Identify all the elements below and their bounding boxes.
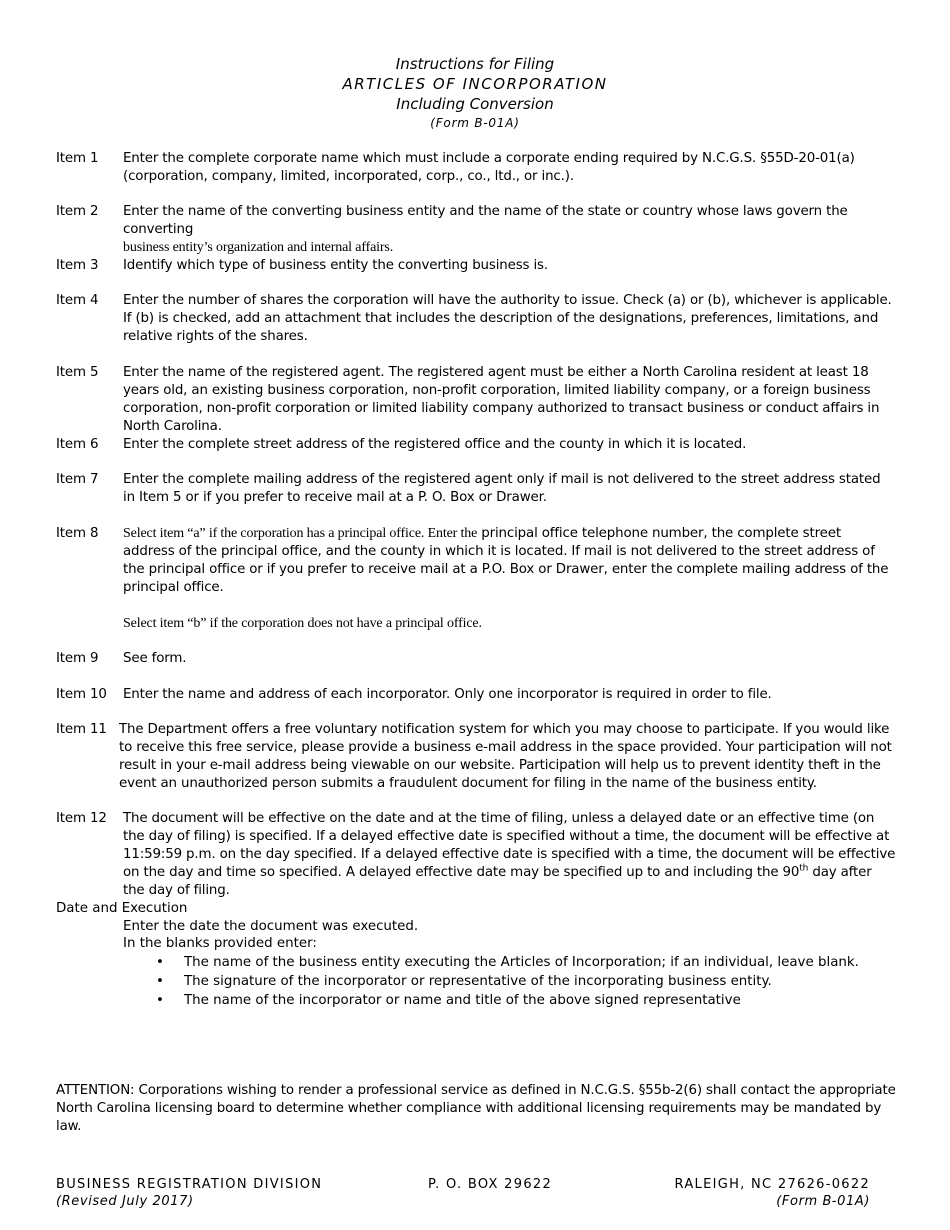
item-5 xyxy=(56,364,896,436)
item-label: Item 4 xyxy=(56,293,99,308)
instructions-page: Instructions for Filing ARTICLES OF INCORPORATION Including Conversion (Form B-01A) Item 1 Enter the complete corporate name which must include a corporate ending required by N.C.G.S. §55D-20-01(a) (corporation, company, limited, incorporated, corp., co., ltd., or inc.). Item 2 Enter the name of the converting business entity and the name of the state or country whose laws govern the converting business entity’s organization and internal affairs. Item 3 Identify which type of business entity the converting business is. Item 4 Enter the number of shares the corporation will have the authority to issue. Check (a) or (b), whichever is applicable. If (b) is checked, add an attachment that includes the description of the designations, preferences, limitations, and relative rights of the shares. Item 5 Enter the name of the registered agent. The registered agent must be either a North Carolina resident at least 18 years old, an existing business corporation, non-profit corporation, limited liability company, or a foreign business corporation, non-profit corporation or limited liability company authorized to transact business or conduct affairs in North Carolina. Item 6 Enter the complete street address of the registered office and the county in which it is located. Item 7 Enter the complete mailing address of the registered agent only if mail is not delivered to the street address stated in Item 5 or if you prefer to receive mail at a P. O. Box or Drawer. Item 8 Select item “a” if the corporation has a principal office. Enter the principal office telephone number, the complete street address of the principal office, and the county in which it is located. If mail is not delivered to the street address of the principal office or if you prefer to receive mail at a P.O. Box or Drawer, enter the complete mailing address of the principal office. Select item “b” if the corporation does not have a principal office. Item 9 See form. Item 10 Enter the name and address of each incorporator. Only one incorporator is required in order to file. Item 11 The Department offers a free voluntary notification system for which you may choose to participate. If you would like to receive this free service, please provide a business e-mail address in the space provided. Your participation will not result in your e-mail address being viewable on our website. Participation will help us to prevent identity theft in the event an unauthorized person submits a fraudulent document for filing in the name of the business entity. Item 12 The document will be effective on the date and at the time of filing, unless a delayed date or an effective time (on the day of filing) is specified. If a delayed effective date is specified without a time, the document will be effective at 11:59:59 p.m. on the day specified. If a delayed effective date is specified with a time, the document will be effective on the day and time so specified. A delayed effective date may be specified up to and including the 90th day after the day of filing. Date and Execution Enter the date the document was executed. In the blanks provided enter: • The name of the business entity executing the Articles of Incorporation; if an individual, leave blank. • The signature of the incorporator or representative of the incorporating business entity. • The name of the incorporator or name and title of the above signed representative ATTENTION: Corporations wishing to render a professional service as defined in N.C.G.S. §55b-2(6) shall contact the appropriate North Carolina licensing board to determine whether compliance with additional licensing requirements may be mandated by law. BUSINESS REGISTRATION DIVISION P. O. BOX 29622 RALEIGH, NC 27626-0622 (Revised July 2017) (Form B-01A) xyxy=(0,0,950,1230)
footer-pobox: P. O. BOX 29622 xyxy=(428,1177,553,1192)
bullet-icon: • xyxy=(156,974,164,989)
header-line-3: Including Conversion xyxy=(396,95,554,113)
item-text-line: Enter the name of the converting business entity and the name of the state or country whose laws govern the converting xyxy=(123,204,848,237)
item-4 xyxy=(56,292,896,346)
footer-city: RALEIGH, NC 27626-0622 xyxy=(674,1177,870,1192)
item-label: Item 3 xyxy=(56,258,99,273)
item-text: The Department offers a free voluntary notification system for which you may choose to participate. If you would like to receive this free service, please provide a business e-mail address in the space provided. Your participation will not result in your e-mail address being viewable on our website. Participation will help us to prevent identity theft in the event an unauthorized person submits a fraudulent document for filing in the name of the business entity. xyxy=(119,722,892,791)
item-label: Item 8 xyxy=(56,526,99,541)
footer-form-number: (Form B-01A) xyxy=(776,1194,870,1209)
item-text-cont: principal office telephone number, the complete street address of the principal office, and the county in which it is located. If mail is not delivered to the street address of the principal office or if you prefer to receive mail at a P.O. Box or Drawer, enter the complete mailing address of the principal office. xyxy=(123,526,889,595)
item-label: Item 11 xyxy=(56,722,107,737)
item-text: Enter the complete street address of the registered office and the county in which it is located. xyxy=(123,437,747,452)
header-line-1: Instructions for Filing xyxy=(395,55,555,73)
item-label: Item 1 xyxy=(56,151,99,166)
item-label: Item 2 xyxy=(56,204,99,219)
item-label: Item 7 xyxy=(56,472,99,487)
item-label: Item 10 xyxy=(56,687,107,702)
item-text: Enter the name of the registered agent. The registered agent must be either a North Carolina resident at least 18 years old, an existing business corporation, non-profit corporation, limited liability company, or a foreign business corporation, non-profit corporation or limited liability company authorized to transact business or conduct affairs in North Carolina. xyxy=(123,365,880,434)
item-text: See form. xyxy=(123,651,187,666)
footer-revised: (Revised July 2017) xyxy=(56,1194,194,1209)
item-text: Enter the complete mailing address of the registered agent only if mail is not delivered to the street address stated in Item 5 or if you prefer to receive mail at a P. O. Box or Drawer. xyxy=(123,472,881,505)
item-10 xyxy=(56,686,896,704)
item-1 xyxy=(56,150,896,186)
item-3 xyxy=(56,257,896,275)
item-text-end: day after the day of filing. xyxy=(123,865,872,898)
item-text: Enter the complete corporate name which must include a corporate ending required by N.C.G.S. §55D-20-01(a) (corporation, company, limited, incorporated, corp., co., ltd., or inc.). xyxy=(123,151,855,184)
date-execution-line-1: Enter the date the document was executed. xyxy=(123,919,419,934)
item-text-line: business entity’s organization and internal affairs. xyxy=(123,240,394,255)
item-text xyxy=(123,810,896,900)
bullet-icon: • xyxy=(156,955,164,970)
item-label: Item 5 xyxy=(56,365,99,380)
item-2 xyxy=(56,203,896,257)
date-execution-heading: Date and Execution xyxy=(56,901,188,916)
item-text xyxy=(123,525,896,633)
item-8 xyxy=(56,525,896,633)
footer-division: BUSINESS REGISTRATION DIVISION xyxy=(56,1177,323,1192)
item-text-main: The document will be effective on the date and at the time of filing, unless a delayed date or an effective time (on the day of filing) is specified. If a delayed effective date is specified without a time, the document will be effective at 11:59:59 p.m. on the day specified. If a delayed effective date is specified with a time, the document will be effective on the day and time so specified. A delayed effective date may be specified up to and including the 90 xyxy=(123,811,896,880)
page-title: ARTICLES OF INCORPORATION xyxy=(342,75,608,93)
attention-note: ATTENTION: Corporations wishing to render a professional service as defined in N.C.G.S. §55b-2(6) shall contact the appropriate North Carolina licensing board to determine whether compliance with additional licensing requirements may be mandated by law. xyxy=(56,1083,896,1134)
item-text xyxy=(123,203,896,257)
date-execution-line-2: In the blanks provided enter: xyxy=(123,936,317,951)
item-9 xyxy=(56,650,896,668)
item-label: Item 9 xyxy=(56,651,99,666)
item-7 xyxy=(56,471,896,507)
header-form-number: (Form B-01A) xyxy=(430,116,520,130)
item-text: Enter the name and address of each incorporator. Only one incorporator is required in order to file. xyxy=(123,687,772,702)
item-11 xyxy=(56,721,896,793)
bullet-icon: • xyxy=(156,993,164,1008)
item-12 xyxy=(56,810,896,900)
item-text-serif: Select item “a” if the corporation has a principal office. Enter the xyxy=(123,526,478,541)
item-label: Item 6 xyxy=(56,437,99,452)
item-label: Item 12 xyxy=(56,811,107,826)
item-text: Enter the number of shares the corporation will have the authority to issue. Check (a) or (b), whichever is applicable. If (b) is checked, add an attachment that includes the description of the designations, preferences, limitations, and relative rights of the shares. xyxy=(123,293,892,344)
item-6 xyxy=(56,436,896,454)
item-text: Identify which type of business entity the converting business is. xyxy=(123,258,548,273)
item-8-option-b: Select item “b” if the corporation does not have a principal office. xyxy=(123,616,482,631)
ordinal-suffix: th xyxy=(799,863,809,874)
